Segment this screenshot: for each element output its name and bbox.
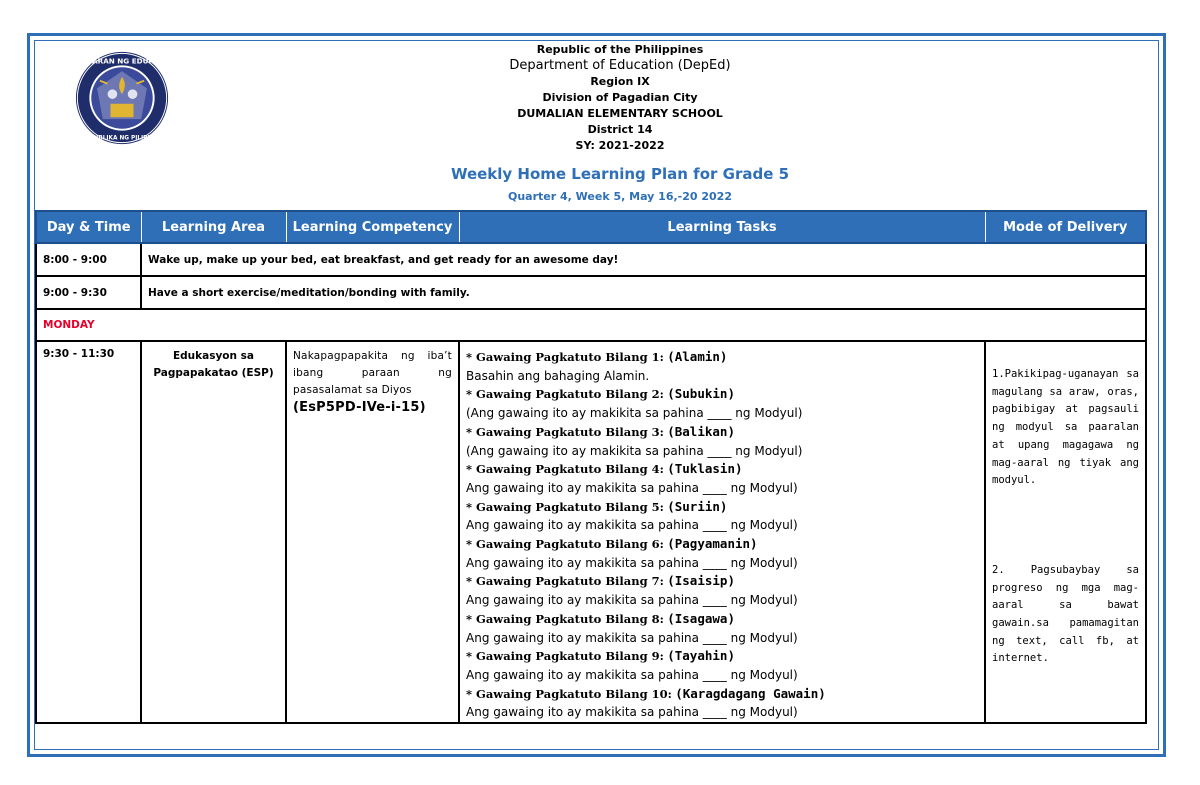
session-mode-of-delivery [985,341,1146,723]
header-line-republic: Republic of the Philippines [536,43,704,56]
header-line-school: DUMALIAN ELEMENTARY SCHOOL [517,107,723,120]
task-item [466,572,978,592]
row-activity: Have a short exercise/meditation/bonding with family. [141,276,1146,309]
task-item [466,460,978,480]
task-detail: Ang gawaing ito ay makikita sa pahina ____ ng Modyul) [466,518,798,533]
task-name: (Subukin) [667,386,735,402]
task-name: (Alamin) [667,349,728,364]
task-detail: Ang gawaing ito ay makikita sa pahina ____ ng Modyul) [466,705,798,720]
learning-area-line: Pagpapakatao (ESP) [153,367,274,379]
task-name: (Pagyamanin) [667,536,758,552]
task-label: * Gawaing Pagkatuto Bilang 6: [466,537,664,552]
header-line-region: Region IX [590,75,650,88]
task-name: (Isaisip) [667,573,735,589]
task-name: (Isagawa) [667,610,735,626]
header-line-division: Division of Pagadian City [542,91,698,104]
col-header-learning-tasks: Learning Tasks [459,211,985,243]
header-line-district: District 14 [587,123,653,136]
task-item [466,423,978,443]
svg-text:REPUBLIKA NG PILIPINAS: REPUBLIKA NG PILIPINAS [81,135,163,142]
task-label: * Gawaing Pagkatuto Bilang 8: [466,611,664,626]
competency-text: Nakapagpapakita ng iba’t ibang paraan ng pasasalamat sa Diyos [293,350,452,396]
task-item [466,498,978,518]
task-detail: Ang gawaing ito ay makikita sa pahina ____ ng Modyul) [466,667,798,682]
task-item [466,385,978,405]
learning-area-line: Edukasyon sa [172,350,254,362]
col-header-mode-of-delivery: Mode of Delivery [985,211,1146,243]
row-time: 8:00 - 9:00 [36,243,141,276]
competency-code: (EsP5PD-IVe-i-15) [293,400,426,415]
task-detail: Ang gawaing ito ay makikita sa pahina ____ ng Modyul) [466,480,798,495]
table-row [36,276,1146,309]
task-item [466,610,978,630]
task-item [466,647,978,667]
session-learning-tasks [459,341,985,723]
session-row [36,341,1146,723]
day-row [36,309,1146,341]
task-label: * Gawaing Pagkatuto Bilang 10: [466,686,672,701]
header-line-school-year: SY: 2021-2022 [575,139,665,152]
task-label: * Gawaing Pagkatuto Bilang 4: [466,462,664,477]
page-subtitle: Quarter 4, Week 5, May 16,-20 2022 [508,190,732,203]
page-title: Weekly Home Learning Plan for Grade 5 [450,165,790,183]
task-detail: (Ang gawaing ito ay makikita sa pahina ____ ng Modyul) [466,406,803,421]
task-label: * Gawaing Pagkatuto Bilang 3: [466,424,664,439]
task-name: (Suriin) [667,498,728,514]
col-header-learning-competency: Learning Competency [286,211,459,243]
session-time: 9:30 - 11:30 [36,341,141,723]
session-learning-area [141,341,286,723]
task-item [466,348,978,368]
task-item [466,535,978,555]
mode-item-1: 1.Pakikipag-uganayan sa magulang sa araw, oras, pagbibigay at pagsauli ng modyul sa paaralan at upang magagawa ng mag-aaral ng tiyak ang modyul. [992,368,1139,487]
deped-seal-logo [62,50,182,146]
task-label: * Gawaing Pagkatuto Bilang 2: [466,387,664,402]
mode-item-2: 2. Pagsubaybay sa progreso ng mga mag-aaral sa bawat gawain.sa pamamagitan ng text, call fb, at internet. [992,563,1139,665]
task-item [466,685,978,705]
session-competency [286,341,459,723]
row-activity: Wake up, make up your bed, eat breakfast, and get ready for an awesome day! [141,243,1146,276]
school-header [300,42,940,154]
task-label: * Gawaing Pagkatuto Bilang 7: [466,574,664,589]
col-header-day-time: Day & Time [36,211,141,243]
svg-text:KAGAWARAN NG EDUKASYON: KAGAWARAN NG EDUKASYON [62,56,182,66]
header-line-department: Department of Education (DepEd) [509,58,731,73]
learning-plan-table [35,210,1147,724]
day-label: MONDAY [36,309,1146,341]
task-name: (Tayahin) [667,648,735,664]
task-detail: (Ang gawaing ito ay makikita sa pahina ____ ng Modyul) [466,443,803,458]
task-label: * Gawaing Pagkatuto Bilang 5: [466,499,664,514]
task-detail: Ang gawaing ito ay makikita sa pahina ____ ng Modyul) [466,593,798,608]
col-header-learning-area: Learning Area [141,211,286,243]
table-row [36,243,1146,276]
task-name: (Balikan) [667,423,735,439]
task-detail: Ang gawaing ito ay makikita sa pahina ____ ng Modyul) [466,630,798,645]
table-header-row [36,211,1146,243]
task-name: (Tuklasin) [667,461,743,477]
task-name: (Karagdagang Gawain) [675,685,826,701]
task-detail: Ang gawaing ito ay makikita sa pahina ____ ng Modyul) [466,555,798,570]
task-label: * Gawaing Pagkatuto Bilang 9: [466,649,664,664]
row-time: 9:00 - 9:30 [36,276,141,309]
task-label: * Gawaing Pagkatuto Bilang 1: [466,350,664,364]
task-detail: Basahin ang bahaging Alamin. [466,368,650,383]
